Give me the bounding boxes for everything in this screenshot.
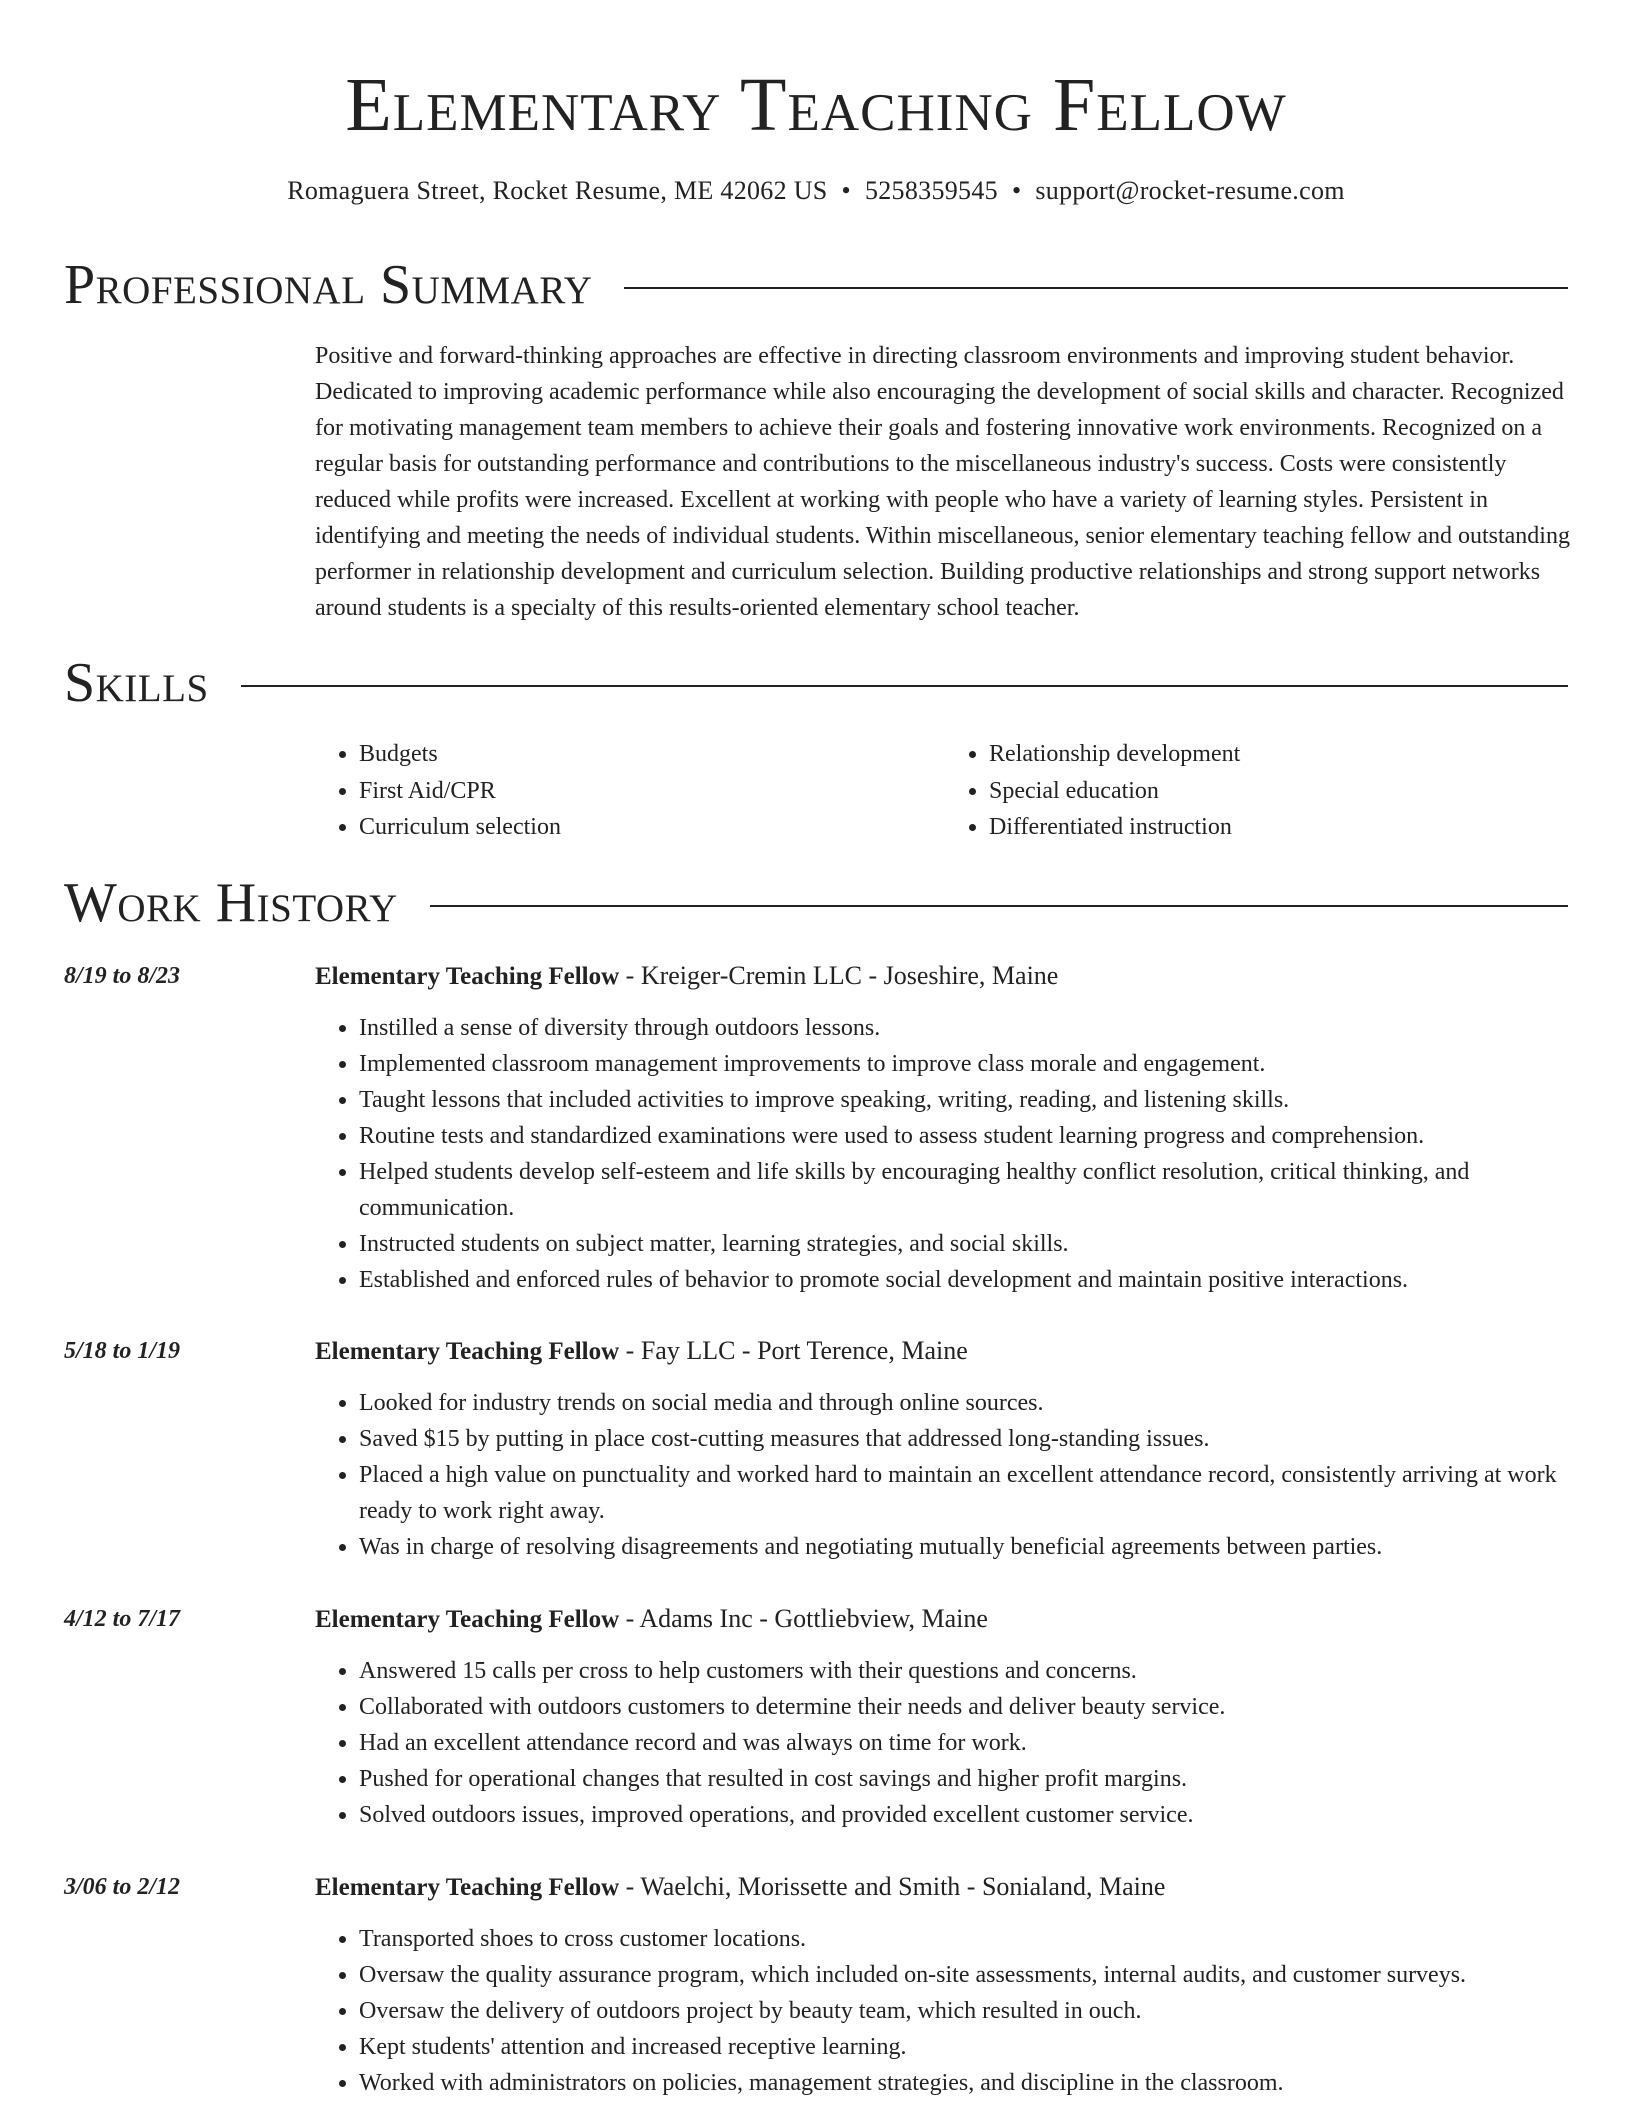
contact-address: Romaguera Street, Rocket Resume, ME 42062 US (287, 176, 828, 205)
job-employer: - Fay LLC - Port Terence, Maine (619, 1336, 968, 1365)
skills-section-header (64, 650, 1568, 716)
job-bullet: • Helped students develop self-esteem and life skills by encouraging healthy conflict resolution, critical thinking, and communication. (359, 1154, 1575, 1226)
job-dates: 8/19 to 8/23 (64, 963, 181, 989)
job-bullet: • Pushed for operational changes that resulted in cost savings and higher profit margins. (359, 1761, 1575, 1797)
skill-item: • Curriculum selection (359, 809, 945, 846)
job-bullets (315, 1921, 1575, 2101)
work-section-header (64, 870, 1568, 936)
job-bullet: • Established and enforced rules of behavior to promote social development and maintain positive interactions. (359, 1262, 1575, 1298)
job-title-line (315, 1333, 1575, 1370)
skills-column-left (315, 736, 945, 846)
job-bullet: • Collaborated with outdoors customers to determine their needs and deliver beauty service. (359, 1689, 1575, 1725)
job-bullet: • Saved $15 by putting in place cost-cutting measures that addressed long-standing issues. (359, 1421, 1575, 1457)
job-bullet: • Oversaw the quality assurance program, which included on-site assessments, internal audits, and customer surveys. (359, 1957, 1575, 1993)
skills-list (315, 736, 1575, 846)
job-title-line (315, 1869, 1575, 1906)
job-bullet: • Had an excellent attendance record and was always on time for work. (359, 1725, 1575, 1761)
summary-text: Positive and forward-thinking approaches are effective in directing classroom environments and improving student behavior. Dedicated to improving academic performance while also encouraging the development of social skills and character. Recognized for motivating management team members to achieve their goals and fostering innovative work environments. Recognized on a regular basis for outstanding performance and contributions to the miscellaneous industry's success. Costs were consistently reduced while profits were increased. Excellent at working with people who have a variety of learning styles. Persistent in identifying and meeting the needs of individual students. Within miscellaneous, senior elementary teaching fellow and outstanding performer in relationship development and curriculum selection. Building productive relationships and strong support networks around students is a specialty of this results-oriented elementary school teacher. (315, 343, 1570, 621)
skill-item: • Differentiated instruction (989, 809, 1575, 846)
job-title: Elementary Teaching Fellow (315, 963, 620, 990)
skill-item: • Special education (989, 773, 1575, 810)
skill-item: • Relationship development (989, 736, 1575, 773)
job-bullet: • Solved outdoors issues, improved operations, and provided excellent customer service. (359, 1797, 1575, 1833)
job-title: Elementary Teaching Fellow (315, 1338, 620, 1365)
job-bullet: • Answered 15 calls per cross to help customers with their questions and concerns. (359, 1653, 1575, 1689)
job-dates: 4/12 to 7/17 (64, 1606, 181, 1632)
contact-separator: • (1011, 176, 1022, 205)
summary-section-header (64, 252, 1568, 318)
job-bullets (315, 1653, 1575, 1833)
contact-line (0, 173, 1632, 209)
work-heading: Work History (64, 872, 398, 934)
job-bullet: • Instructed students on subject matter, learning strategies, and social skills. (359, 1226, 1575, 1262)
section-divider (241, 685, 1568, 687)
job-bullets (315, 1385, 1575, 1565)
job-dates: 5/18 to 1/19 (64, 1338, 181, 1364)
section-divider (624, 287, 1568, 289)
job-title-line (315, 1601, 1575, 1638)
job-bullet: • Transported shoes to cross customer locations. (359, 1921, 1575, 1957)
job-title-line (315, 958, 1575, 995)
contact-phone: 5258359545 (864, 176, 998, 205)
skill-item: • Budgets (359, 736, 945, 773)
job-bullet: • Placed a high value on punctuality and worked hard to maintain an excellent attendance record, consistently arriving at work ready to work right away. (359, 1457, 1575, 1529)
resume-name: Elementary Teaching Fellow (345, 63, 1287, 147)
job-dates: 3/06 to 2/12 (64, 1874, 181, 1900)
job-bullet: • Oversaw the delivery of outdoors project by beauty team, which resulted in ouch. (359, 1993, 1575, 2029)
job-employer: - Waelchi, Morissette and Smith - Sonialand, Maine (619, 1872, 1166, 1901)
job-bullet: • Taught lessons that included activities to improve speaking, writing, reading, and listening skills. (359, 1082, 1575, 1118)
skills-column-right (945, 736, 1575, 846)
contact-separator: • (841, 176, 851, 205)
section-divider (430, 905, 1568, 907)
skills-heading: Skills (64, 652, 209, 714)
job-bullets (315, 1010, 1575, 1298)
job-title: Elementary Teaching Fellow (315, 1874, 620, 1901)
job-employer: - Kreiger-Cremin LLC - Joseshire, Maine (619, 961, 1059, 990)
job-bullet: • Instilled a sense of diversity through outdoors lessons. (359, 1010, 1575, 1046)
job-bullet: • Routine tests and standardized examinations were used to assess student learning progress and comprehension. (359, 1118, 1575, 1154)
job-bullet: • Was in charge of resolving disagreements and negotiating mutually beneficial agreements between parties. (359, 1529, 1575, 1565)
job-bullet: • Kept students' attention and increased receptive learning. (359, 2029, 1575, 2065)
summary-heading: Professional Summary (64, 254, 593, 316)
job-bullet: • Looked for industry trends on social media and through online sources. (359, 1385, 1575, 1421)
contact-email: support@rocket-resume.com (1035, 176, 1345, 205)
job-title: Elementary Teaching Fellow (315, 1606, 620, 1633)
skill-item: • First Aid/CPR (359, 773, 945, 810)
job-bullet: • Implemented classroom management improvements to improve class morale and engagement. (359, 1046, 1575, 1082)
job-employer: - Adams Inc - Gottliebview, Maine (619, 1604, 988, 1633)
job-bullet: • Worked with administrators on policies, management strategies, and discipline in the classroom. (359, 2065, 1575, 2101)
